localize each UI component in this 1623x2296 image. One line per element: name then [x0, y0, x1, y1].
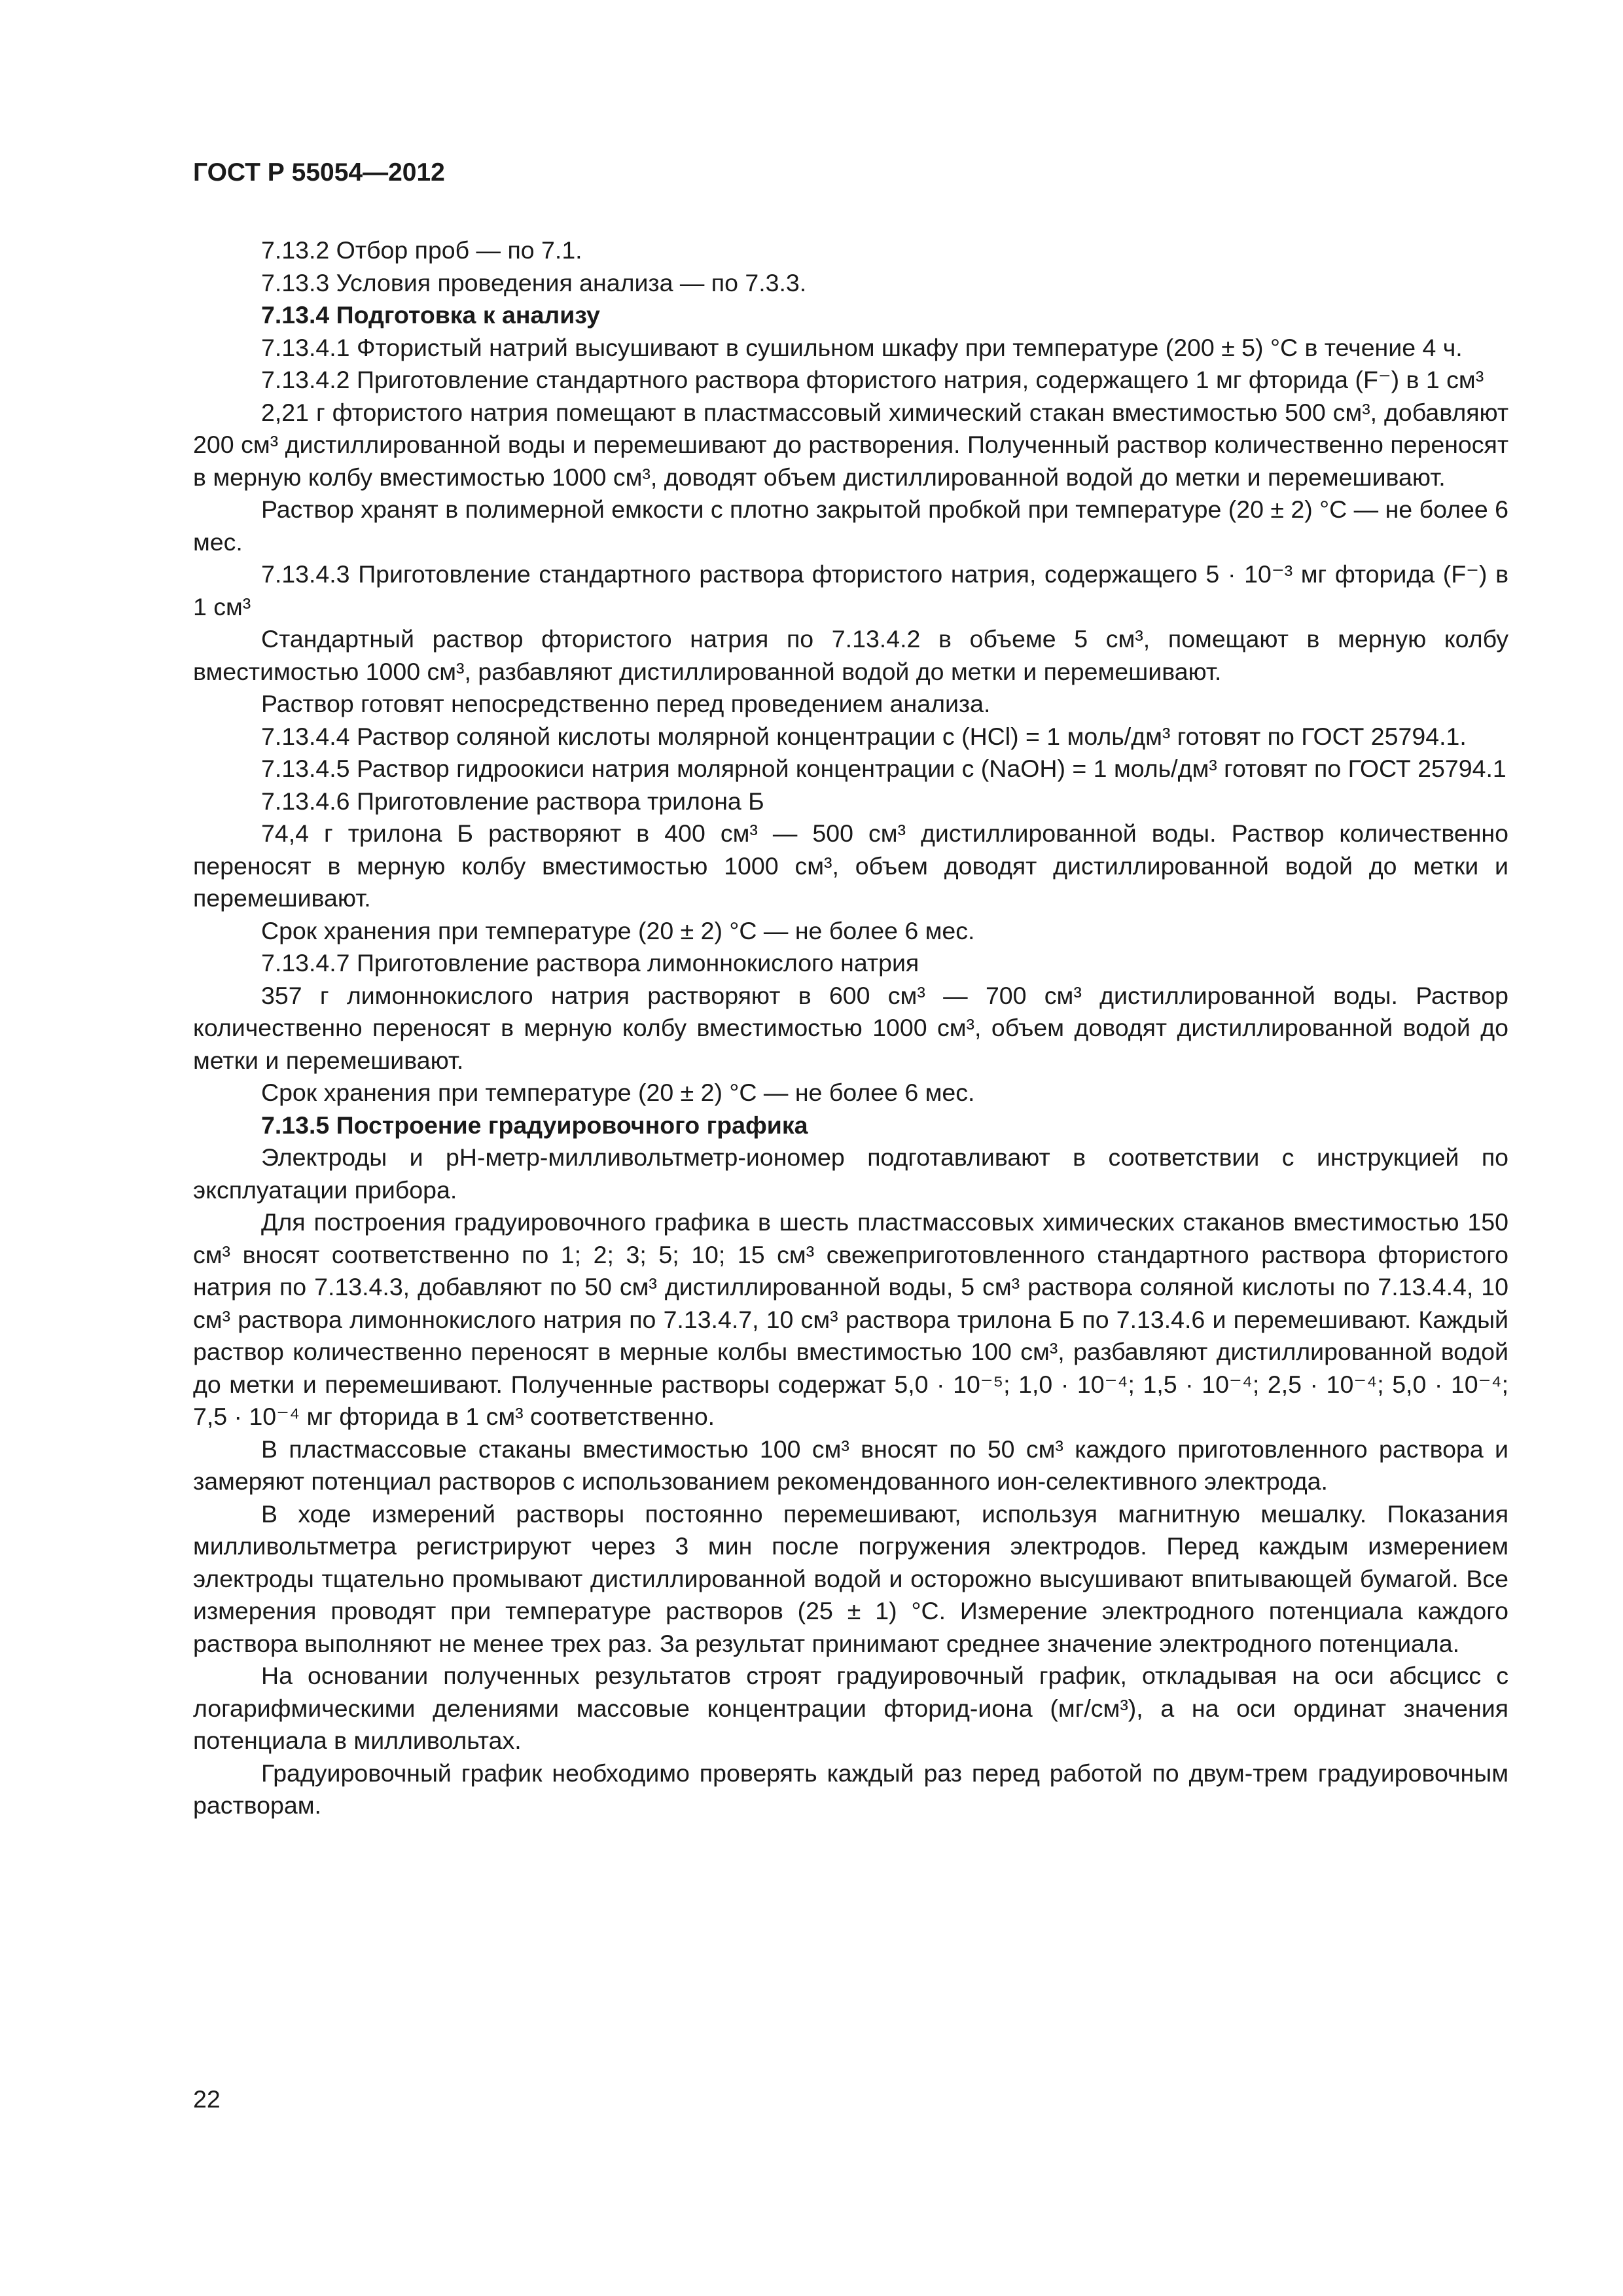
- paragraph: В пластмассовые стаканы вместимостью 100 см³ вносят по 50 см³ каждого приготовленного раствора и замеряют потенциал растворов с использованием рекомендованного ион-селективного электрода.: [193, 1435, 1508, 1495]
- paragraph: 7.13.4.1 Фтористый натрий высушивают в сушильном шкафу при температуре (200 ± 5) °С в течение 4 ч.: [261, 333, 1463, 361]
- paragraph: 7.13.4.3 Приготовление стандартного раствора фтористого натрия, содержащего 5 · 10⁻³ мг фторида (F⁻) в 1 см³: [193, 560, 1508, 620]
- paragraph: Раствор готовят непосредственно перед проведением анализа.: [261, 690, 991, 717]
- page-number: 22: [193, 2085, 221, 2113]
- paragraph: 7.13.4.4 Раствор соляной кислоты молярной концентрации c (HCl) = 1 моль/дм³ готовят по ГОСТ 25794.1.: [261, 722, 1467, 750]
- paragraph: 74,4 г трилона Б растворяют в 400 см³ — 500 см³ дистиллированной воды. Раствор количественно переносят в мерную колбу вместимостью 1000 см³, объем доводят дистиллированной водой до метки и перемешивают.: [193, 819, 1508, 912]
- paragraph: 357 г лимоннокислого натрия растворяют в 600 см³ — 700 см³ дистиллированной воды. Раствор количественно переносят в мерную колбу вместимостью 1000 см³, объем доводят дистиллированной водой до метки и перемешивают.: [193, 981, 1508, 1074]
- section-heading: 7.13.4 Подготовка к анализу: [261, 301, 600, 329]
- paragraph: 7.13.2 Отбор проб — по 7.1.: [261, 236, 582, 264]
- paragraph: Электроды и рН-метр-милливольтметр-иономер подготавливают в соответствии с инструкцией по эксплуатации прибора.: [193, 1143, 1508, 1204]
- paragraph: Срок хранения при температуре (20 ± 2) °С — не более 6 мес.: [261, 1079, 975, 1106]
- section-heading: 7.13.5 Построение градуировочного графика: [261, 1111, 808, 1139]
- document-body: [193, 234, 1508, 1822]
- paragraph: 7.13.4.2 Приготовление стандартного раствора фтористого натрия, содержащего 1 мг фторида (F⁻) в 1 см³: [261, 366, 1484, 393]
- paragraph: Для построения градуировочного графика в шесть пластмассовых химических стаканов вместимостью 150 см³ вносят соответственно по 1; 2; 3; 5; 10; 15 см³ свежеприготовленного стандартного раствора фтористого натрия по 7.13.4.3, добавляют по 50 см³ дистиллированной воды, 5 см³ раствора соляной кислоты по 7.13.4.4, 10 см³ раствора лимоннокислого натрия по 7.13.4.7, 10 см³ раствора трилона Б по 7.13.4.6 и перемешивают. Каждый раствор количественно переносят в мерные колбы вместимостью 100 см³, разбавляют дистиллированной водой до метки и перемешивают. Полученные растворы содержат 5,0 · 10⁻⁵; 1,0 · 10⁻⁴; 1,5 · 10⁻⁴; 2,5 · 10⁻⁴; 5,0 · 10⁻⁴; 7,5 · 10⁻⁴ мг фторида в 1 см³ соответственно.: [193, 1208, 1508, 1430]
- paragraph: Раствор хранят в полимерной емкости с плотно закрытой пробкой при температуре (20 ± 2) °С — не более 6 мес.: [193, 495, 1508, 556]
- paragraph: Стандартный раствор фтористого натрия по 7.13.4.2 в объеме 5 см³, помещают в мерную колбу вместимостью 1000 см³, разбавляют дистиллированной водой до метки и перемешивают.: [193, 625, 1508, 685]
- paragraph: В ходе измерений растворы постоянно перемешивают, используя магнитную мешалку. Показания милливольтметра регистрируют через 3 мин после погружения электродов. Перед каждым измерением электроды тщательно промывают дистиллированной водой и осторожно высушивают впитывающей бумагой. Все измерения проводят при температуре растворов (25 ± 1) °С. Измерение электродного потенциала каждого раствора выполняют не менее трех раз. За результат принимают среднее значение электродного потенциала.: [193, 1499, 1508, 1657]
- paragraph: 7.13.4.5 Раствор гидроокиси натрия молярной концентрации c (NaOH) = 1 моль/дм³ готовят по ГОСТ 25794.1: [261, 755, 1507, 782]
- paragraph: 7.13.4.6 Приготовление раствора трилона Б: [261, 787, 764, 815]
- paragraph: 7.13.3 Условия проведения анализа — по 7.3.3.: [261, 268, 807, 296]
- paragraph: Градуировочный график необходимо проверять каждый раз перед работой по двум-трем градуировочным растворам.: [193, 1759, 1508, 1819]
- paragraph: 7.13.4.7 Приготовление раствора лимоннокислого натрия: [261, 949, 919, 977]
- document-header: ГОСТ Р 55054—2012: [193, 158, 445, 187]
- paragraph: 2,21 г фтористого натрия помещают в пластмассовый химический стакан вместимостью 500 см³, добавляют 200 см³ дистиллированной воды и перемешивают до растворения. Полученный раствор количественно переносят в мерную колбу вместимостью 1000 см³, доводят объем дистиллированной водой до метки и перемешивают.: [193, 398, 1508, 491]
- paragraph: На основании полученных результатов строят градуировочный график, откладывая на оси абсцисс с логарифмическими делениями массовые концентрации фторид-иона (мг/см³), а на оси ординат значения потенциала в милливольтах.: [193, 1662, 1508, 1754]
- paragraph: Срок хранения при температуре (20 ± 2) °С — не более 6 мес.: [261, 916, 975, 944]
